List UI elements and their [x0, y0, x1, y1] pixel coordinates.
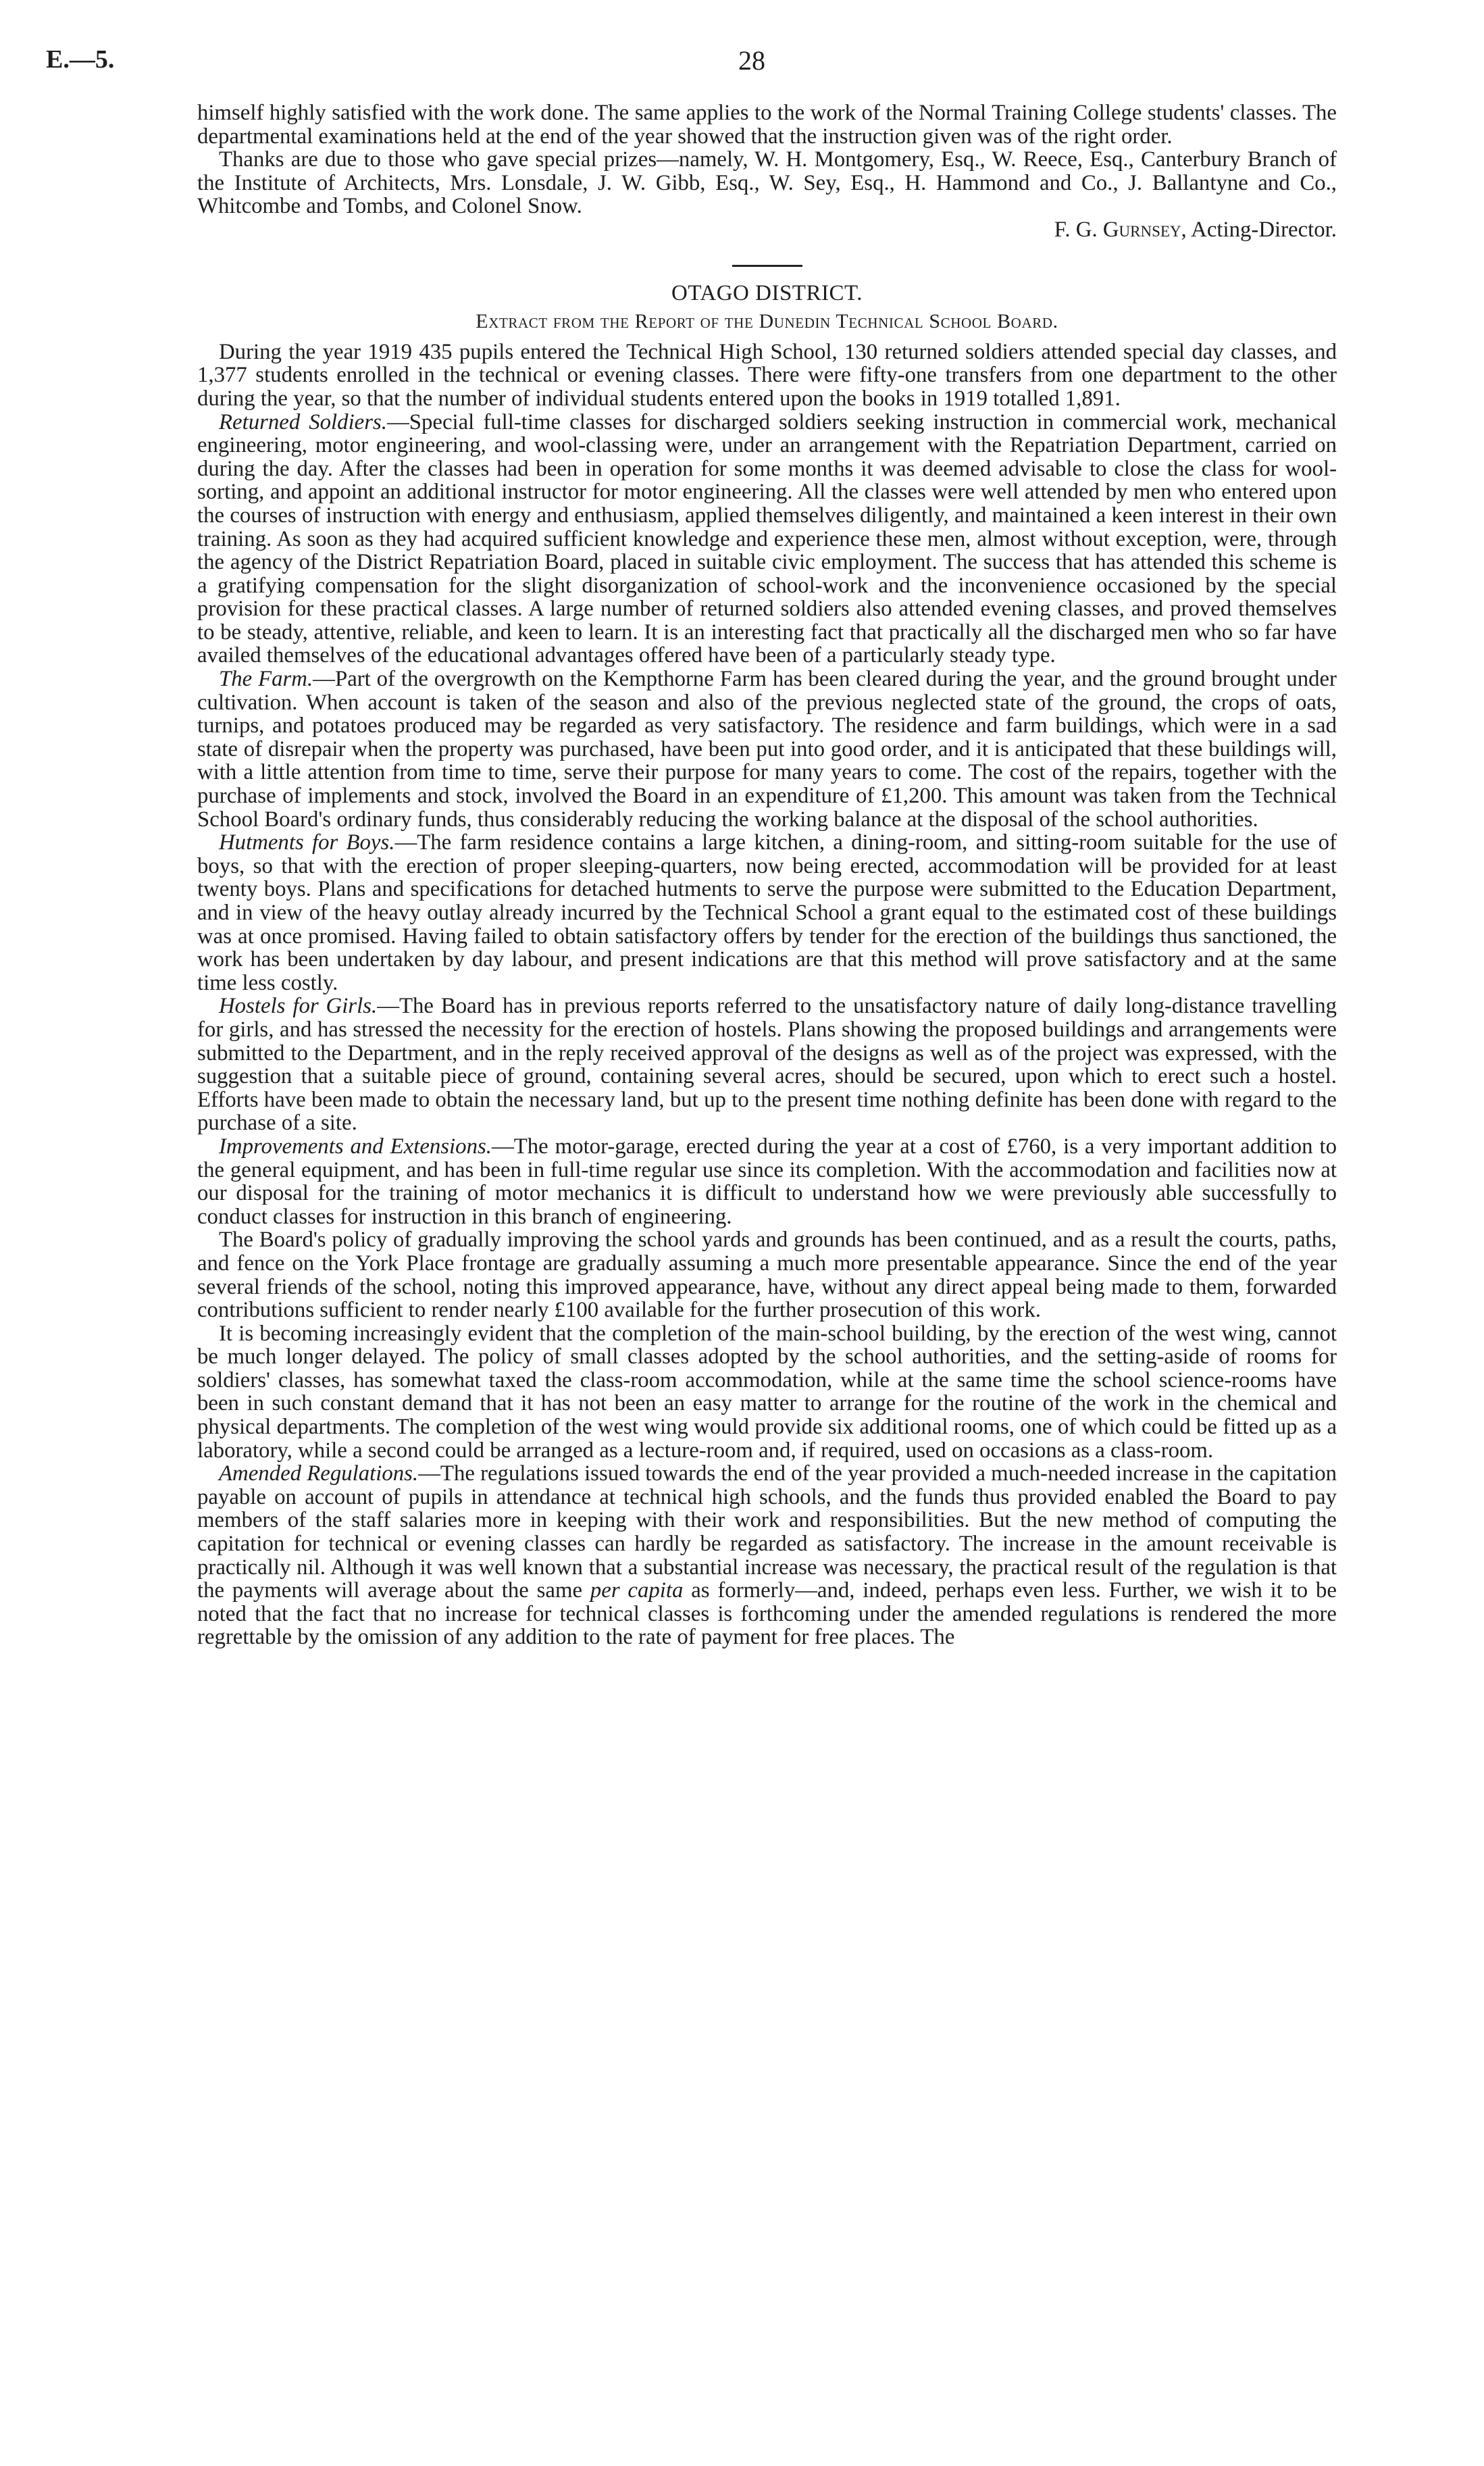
paragraph-normal-training: himself highly satisfied with the work done. The same applies to the work of the Normal Training College students' classes. The departmental examinations held at the end of the year showed that the instruction given was of the right order.: [197, 101, 1337, 149]
hostels-title: Hostels for Girls.: [219, 994, 378, 1019]
hutments-text: —The farm residence contains a large kitchen, a dining-room, and sitting-room suitable for the use of boys, so that with the erection of proper sleeping-quarters, now being erected, accommodation will be provided for at least twenty boys. Plans and specifications for detached hutments to serve the purpose were submitted to the Education Department, and in view of the heavy outlay already incurred by the Technical School a grant equal to the estimated cost of these buildings was at once promised. Having failed to obtain satisfactory offers by tender for the erection of the buildings thus sanctioned, the work has been undertaken by day labour, and present indications are that this method will prove satisfactory and at the same time less costly.: [197, 830, 1337, 995]
paragraph-enrolment: During the year 1919 435 pupils entered the Technical High School, 130 returned soldiers attended special day classes, and 1,377 students enrolled in the technical or evening classes. There were fifty-one transfers from one department to the other during the year, so that the number of individual students entered upon the books in 1919 totalled 1,891.: [197, 339, 1337, 411]
paragraph-prize-thanks: Thanks are due to those who gave special prizes—namely, W. H. Montgomery, Esq., W. Reece, Esq., Canterbury Branch of the Institute of Architects, Mrs. Lonsdale, J. W. Gibb, Esq., W. Sey, Esq., H. Hammond and Co., J. Ballantyne and Co., Whitcombe and Tombs, and Colonel Snow.: [197, 147, 1337, 219]
returned-soldiers-text: —Special full-time classes for discharged soldiers seeking instruction in commercial work, mechanical engineering, motor engineering, and wool-classing were, under an arrangement with the Repatriation Department, carried on during the day. After the classes had been in operation for some months it was deemed advisable to close the class for wool-sorting, and appoint an additional instructor for motor engineering. All the classes were well attended by men who entered upon the courses of instruction with energy and enthusiasm, applied themselves diligently, and maintained a keen interest in their own training. As soon as they had acquired sufficient knowledge and experience these men, almost without exception, were, through the agency of the District Repatriation Board, placed in suitable civic employment. The success that has attended this scheme is a gratifying compensation for the slight disorganization of school-work and the inconvenience occasioned by the special provision for these practical classes. A large number of returned soldiers also attended evening classes, and proved themselves to be steady, attentive, reliable, and keen to learn. It is an interesting fact that practically all the discharged men who so far have availed themselves of the educational advantages offered have been of a particularly steady type.: [197, 409, 1337, 668]
amended-regulations-text-b: as formerly—and, indeed, perhaps even less. Further, we wish it to be noted that the fact that no increase for technical classes is forthcoming under the amended regulations is rendered the more regrettable by the omission of any addition to the rate of payment for free places. The: [197, 1578, 1337, 1650]
farm-text: —Part of the overgrowth on the Kempthorne Farm has been cleared during the year, and the ground brought under cultivation. When account is taken of the season and also of the previous neglected state of the ground, the crops of oats, turnips, and potatoes produced may be regarded as very satisfactory. The residence and farm buildings, which were in a sad state of disrepair when the property was purchased, have been put into good order, and it is anticipated that these buildings will, with a little attention from time to time, serve their purpose for many years to come. The cost of the repairs, together with the purchase of implements and stock, involved the Board in an expenditure of £1,200. This amount was taken from the Technical School Board's ordinary funds, thus considerably reducing the working balance at the disposal of the school authorities.: [197, 667, 1337, 832]
returned-soldiers-title: Returned Soldiers.: [219, 409, 387, 434]
running-head: [46, 45, 1329, 85]
farm-title: The Farm.: [219, 667, 313, 692]
signature-line: [197, 218, 1337, 242]
amended-regulations-text-a: —The regulations issued towards the end of the year provided a much-needed increase in the capitation payable on account of pupils in attendance at technical high schools, and the funds thus provided enabled the Board to pay members of the staff salaries more in keeping with their work and responsibilities. But the new method of computing the capitation for technical or evening classes can hardly be regarded as satisfactory. The increase in the amount receivable is practically nil. Although it was well known that a substantial increase was necessary, the practical result of the regulation is that the payments will average about the same: [197, 1461, 1337, 1603]
paragraph-farm: [197, 668, 1337, 831]
paragraph-improvements: [197, 1135, 1337, 1228]
extract-heading: Extract from the Report of the Dunedin Technical School Board.: [476, 310, 1058, 333]
paragraph-grounds-policy: The Board's policy of gradually improving the school yards and grounds has been continued, and as a result the courts, paths, and fence on the York Place frontage are gradually assuming a much more presentable appearance. Since the end of the year several friends of the school, noting this improved appearance, have, without any direct appeal being made to them, forwarded contributions sufficient to render nearly £100 available for the further prosecution of this work.: [197, 1228, 1337, 1323]
per-capita-phrase: per capita: [590, 1578, 684, 1603]
improvements-title: Improvements and Extensions.: [219, 1134, 492, 1159]
paragraph-hostels: [197, 995, 1337, 1135]
paragraph-returned-soldiers: [197, 411, 1337, 668]
report-reference-code: E.—5.: [46, 45, 115, 74]
signature-title: Acting-Director.: [1186, 217, 1337, 242]
signature-name: F. G. Gurnsey,: [1054, 217, 1187, 242]
hostels-text: —The Board has in previous reports referred to the unsatisfactory nature of daily long-distance travelling for girls, and has stressed the necessity for the erection of hostels. Plans showing the proposed buildings and arrangements were submitted to the Department, and in the reply received approval of the designs as well as of the project was expressed, with the suggestion that a suitable piece of ground, containing several acres, should be secured, upon which to erect such a hostel. Efforts have been made to obtain the necessary land, but up to the present time nothing definite has been done with regard to the purchase of a site.: [197, 994, 1337, 1136]
paragraph-hutments: [197, 831, 1337, 995]
section-divider: [732, 265, 802, 267]
district-heading: OTAGO DISTRICT.: [671, 280, 863, 305]
paragraph-amended-regulations: [197, 1462, 1337, 1649]
improvements-text: —The motor-garage, erected during the year at a cost of £760, is a very important addition to the general equipment, and has been in full-time regular use since its completion. With the accommodation and facilities now at our disposal for the training of motor mechanics it is difficult to understand how we were previously able successfully to conduct classes for instruction in this branch of engineering.: [197, 1134, 1337, 1229]
paragraph-west-wing: It is becoming increasingly evident that the completion of the main-school building, by the erection of the west wing, cannot be much longer delayed. The policy of small classes adopted by the school authorities, and the setting-aside of rooms for soldiers' classes, has somewhat taxed the class-room accommodation, while at the same time the school science-rooms have been in such constant demand that it has not been an easy matter to arrange for the routine of the work in the chemical and physical departments. The completion of the west wing would provide six additional rooms, one of which could be fitted up as a laboratory, while a second could be arranged as a lecture-room and, if required, used on occasions as a class-room.: [197, 1321, 1337, 1463]
hutments-title: Hutments for Boys.: [219, 830, 395, 855]
page-number: 28: [738, 45, 765, 76]
amended-regulations-title: Amended Regulations.: [219, 1461, 419, 1486]
body-text: [197, 101, 1337, 1649]
